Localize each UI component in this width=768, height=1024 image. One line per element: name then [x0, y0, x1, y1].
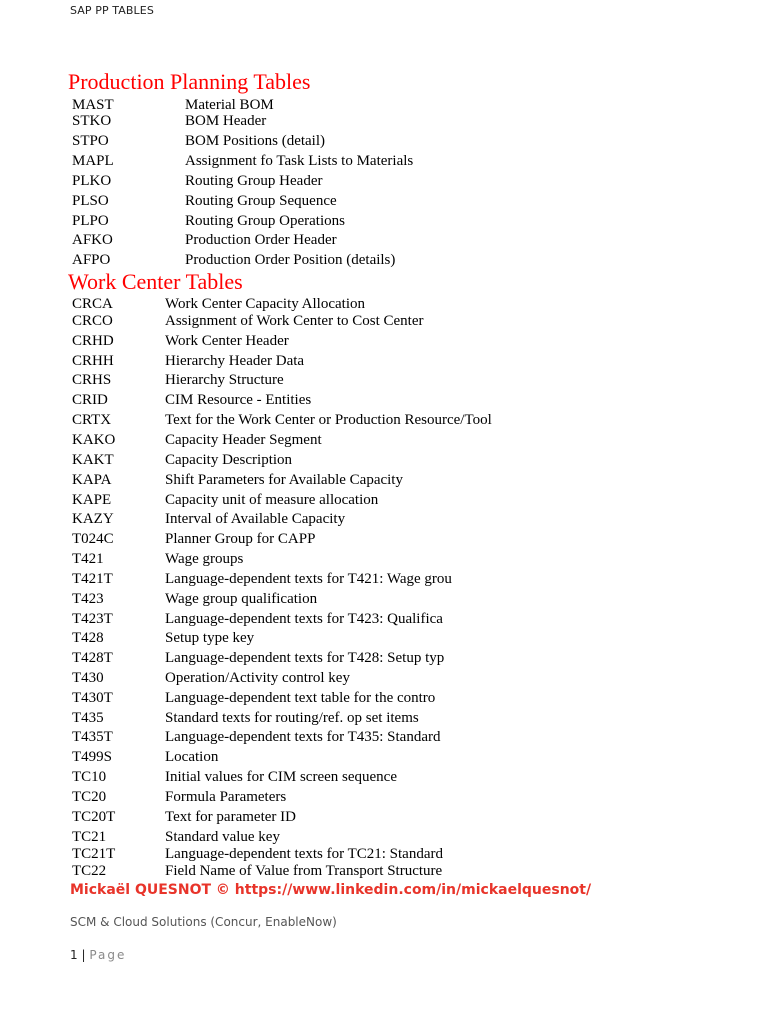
table-code: TC20	[72, 789, 107, 805]
page-footer	[70, 948, 126, 962]
table-description: Capacity Description	[165, 452, 293, 468]
table-description: Wage groups	[165, 551, 244, 567]
table-code: KAZY	[72, 511, 114, 527]
table-description: Production Order Position (details)	[185, 252, 396, 268]
table-code: KAKO	[72, 432, 116, 448]
table-code: PLPO	[72, 213, 109, 229]
table-description: Planner Group for CAPP	[165, 531, 316, 547]
table-code: CRID	[72, 392, 108, 408]
table-description: Interval of Available Capacity	[165, 511, 346, 527]
table-description: Work Center Capacity Allocation	[165, 296, 365, 312]
table-description: Material BOM	[185, 97, 274, 113]
table-code: MAST	[72, 97, 114, 113]
table-code: KAKT	[72, 452, 114, 468]
table-description: Standard texts for routing/ref. op set items	[165, 710, 419, 726]
table-code: CRHH	[72, 353, 114, 369]
table-code: T428	[72, 630, 104, 646]
table-description: Assignment fo Task Lists to Materials	[185, 153, 414, 169]
table-code: T430T	[72, 690, 113, 706]
table-description: Field Name of Value from Transport Structure	[165, 863, 443, 879]
table-code: T024C	[72, 531, 114, 547]
table-description: Capacity Header Segment	[165, 432, 322, 448]
table-description: Initial values for CIM screen sequence	[165, 769, 397, 785]
table-description: Text for the Work Center or Production Resource/Tool	[165, 412, 492, 428]
table-description: Hierarchy Header Data	[165, 353, 305, 369]
table-description: Routing Group Header	[185, 173, 323, 189]
table-code: T421	[72, 551, 104, 567]
table-code: T435T	[72, 729, 113, 745]
table-code: TC20T	[72, 809, 116, 825]
table-code: CRHD	[72, 333, 114, 349]
table-code: CRTX	[72, 412, 112, 428]
table-description: Hierarchy Structure	[165, 372, 284, 388]
section-title-production-planning: Production Planning Tables	[68, 69, 311, 94]
table-description: Formula Parameters	[165, 789, 287, 805]
page-header: SAP PP TABLES	[70, 4, 154, 17]
table-description: Language-dependent text table for the contro	[165, 690, 436, 706]
table-code: T423T	[72, 611, 113, 627]
table-code: T430	[72, 670, 104, 686]
table-code: CRCO	[72, 313, 113, 329]
table-code: T435	[72, 710, 104, 726]
footer-separator: |	[81, 948, 86, 962]
page-label: Page	[89, 948, 127, 962]
table-description: Text for parameter ID	[165, 809, 296, 825]
table-code: PLKO	[72, 173, 112, 189]
table-code: T421T	[72, 571, 113, 587]
table-code: TC21T	[72, 846, 116, 862]
table-description: Language-dependent texts for T421: Wage grou	[165, 571, 452, 587]
table-description: Operation/Activity control key	[165, 670, 350, 686]
table-description: Production Order Header	[185, 232, 337, 248]
table-code: STKO	[72, 113, 112, 129]
subtitle: SCM & Cloud Solutions (Concur, EnableNow)	[70, 915, 337, 929]
table-description: Language-dependent texts for T423: Qualifica	[165, 611, 443, 627]
table-description: Routing Group Operations	[185, 213, 345, 229]
table-code: TC22	[72, 863, 107, 879]
table-code: PLSO	[72, 193, 109, 209]
table-code: AFKO	[72, 232, 113, 248]
table-code: TC10	[72, 769, 107, 785]
table-description: CIM Resource - Entities	[165, 392, 312, 408]
table-code: T423	[72, 591, 104, 607]
table-description: Routing Group Sequence	[185, 193, 337, 209]
table-description: Standard value key	[165, 829, 280, 845]
table-description: Work Center Header	[165, 333, 289, 349]
table-description: Location	[165, 749, 219, 765]
table-description: Capacity unit of measure allocation	[165, 492, 379, 508]
table-code: AFPO	[72, 252, 111, 268]
table-code: T499S	[72, 749, 113, 765]
table-code: TC21	[72, 829, 107, 845]
table-code: CRCA	[72, 296, 113, 312]
table-description: Wage group qualification	[165, 591, 318, 607]
table-description: Shift Parameters for Available Capacity	[165, 472, 403, 488]
page-number: 1	[70, 948, 78, 962]
table-description: BOM Header	[185, 113, 267, 129]
table-description: BOM Positions (detail)	[185, 133, 326, 149]
table-code: CRHS	[72, 372, 112, 388]
table-description: Assignment of Work Center to Cost Center	[165, 313, 424, 329]
table-code: KAPE	[72, 492, 112, 508]
table-code: STPO	[72, 133, 109, 149]
table-code: T428T	[72, 650, 113, 666]
table-description: Language-dependent texts for T435: Standard	[165, 729, 441, 745]
table-description: Language-dependent texts for TC21: Standard	[165, 846, 443, 862]
table-code: MAPL	[72, 153, 114, 169]
table-description: Language-dependent texts for T428: Setup typ	[165, 650, 445, 666]
table-code: KAPA	[72, 472, 112, 488]
section-title-work-center: Work Center Tables	[68, 269, 243, 294]
author-line: Mickaël QUESNOT © https://www.linkedin.com/in/mickaelquesnot/	[70, 882, 592, 898]
table-description: Setup type key	[165, 630, 255, 646]
